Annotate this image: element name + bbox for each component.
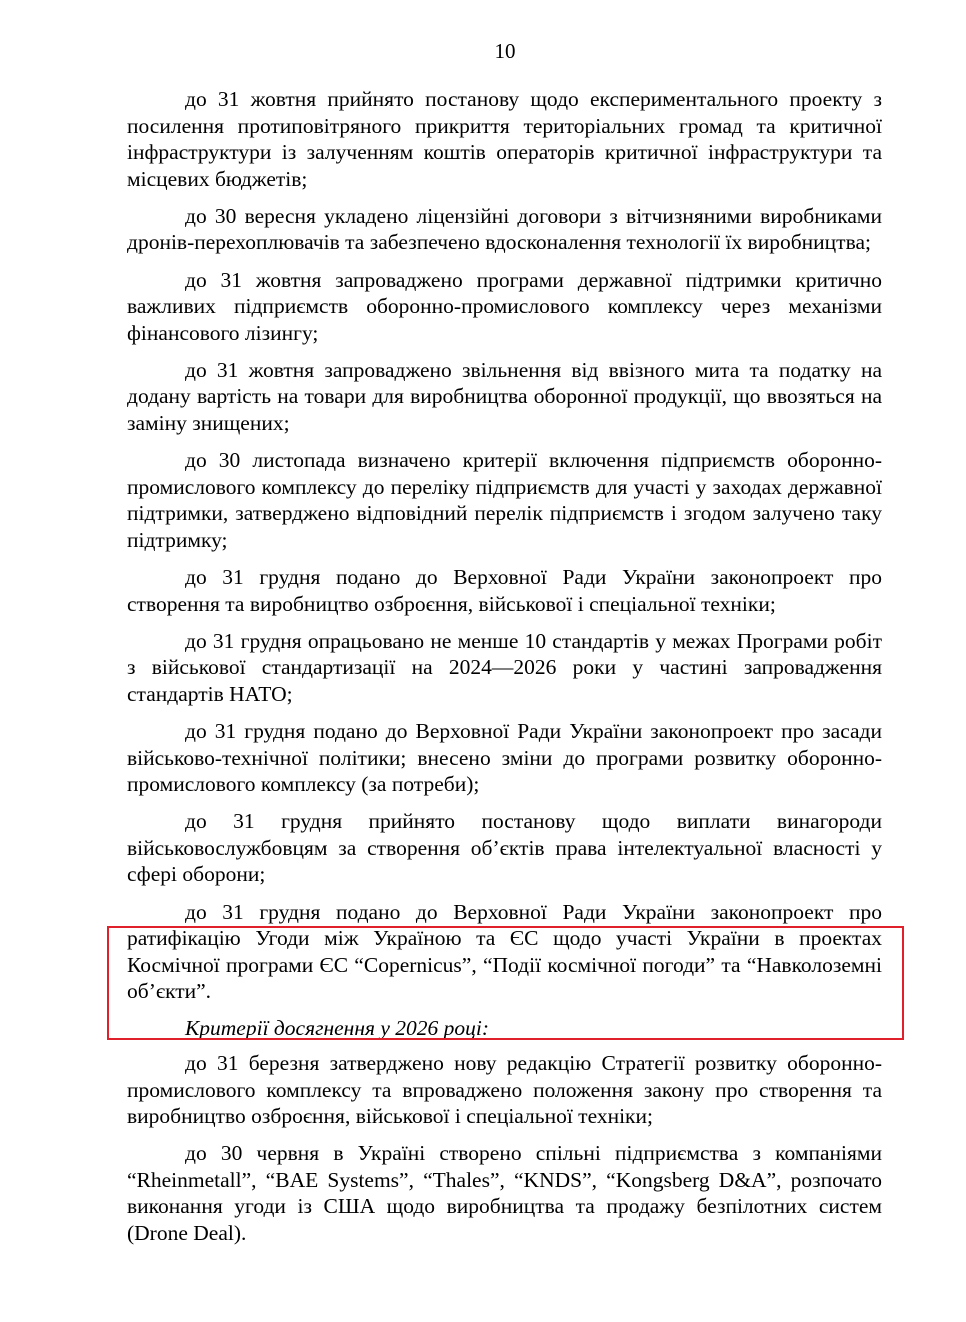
paragraph-air-defense: до 31 жовтня прийнято постанову щодо експериментального проекту з посилення протиповітряного прикриття територіальних громад та критичної інфраструктури із залученням коштів операторів критичної інфраструктури та місцевих бюджетів;: [127, 87, 882, 191]
paragraph-weapons-production-bill: до 31 грудня подано до Верховної Ради України законопроект про створення та виробництво озброєння, військової і спеціальної техніки;: [127, 565, 882, 616]
paragraph-space-program-ratification: до 31 грудня подано до Верховної Ради України законопроект про ратифікацію Угоди між Україною та ЄС щодо участі України в проектах Космічної програми ЄС “Copernicus”, “Події космічної погоди” та “Навколоземні об’єкти”.: [127, 899, 882, 1004]
paragraph-joint-ventures: до 30 червня в Україні створено спільні підприємства з компаніями “Rheinmetall”, “BAE Systems”, “Thales”, “KNDS”, “Kongsberg D&A”, розпочато виконання угоди із США щодо виробництва та продажу безпілотних систем (Drone Deal).: [127, 1141, 882, 1246]
document-body: [127, 86, 882, 1257]
section-heading-2026: Критерії досягнення у 2026 році:: [185, 1016, 490, 1041]
paragraph-military-technical-policy: до 31 грудня подано до Верховної Ради України законопроект про засади військово-технічної політики; внесено зміни до програми розвитку оборонно-промислового комплексу (за потреби);: [127, 718, 882, 797]
page-number: 10: [494, 39, 516, 63]
paragraph-state-support-criteria: до 30 листопада визначено критерії включення підприємств оборонно-промислового комплексу до переліку підприємств для участі у заходах державної підтримки, затверджено відповідний перелік підприємств і згодом залучено таку підтримку;: [127, 448, 882, 552]
paragraph-financial-leasing: до 31 жовтня запроваджено програми державної підтримки критично важливих підприємств оборонно-промислового комплексу через механізми фінансового лізингу;: [127, 267, 882, 345]
paragraph-nato-standards: до 31 грудня опрацьовано не менше 10 стандартів у межах Програми робіт з військової стандартизації на 2024—2026 роки у частині запровадження стандартів НАТО;: [127, 628, 882, 706]
paragraph-import-duty: до 31 жовтня запроваджено звільнення від ввізного мита та податку на додану вартість на товари для виробництва оборонної продукції, що ввозяться на заміну знищених;: [127, 357, 882, 436]
paragraph-interceptor-drones: до 30 вересня укладено ліцензійні договори з вітчизняними виробниками дронів-перехоплювачів та забезпечено вдосконалення технології їх виробництва;: [127, 203, 882, 255]
paragraph-strategy-update: до 31 березня затверджено нову редакцію Стратегії розвитку оборонно-промислового комплексу та впроваджено положення закону про створення та виробництво озброєння, військової і спеціальної техніки;: [127, 1051, 882, 1129]
paragraph-intellectual-property: до 31 грудня прийнято постанову щодо виплати винагороди військовослужбовцям за створення об’єктів права інтелектуальної власності у сфері оборони;: [127, 809, 882, 887]
